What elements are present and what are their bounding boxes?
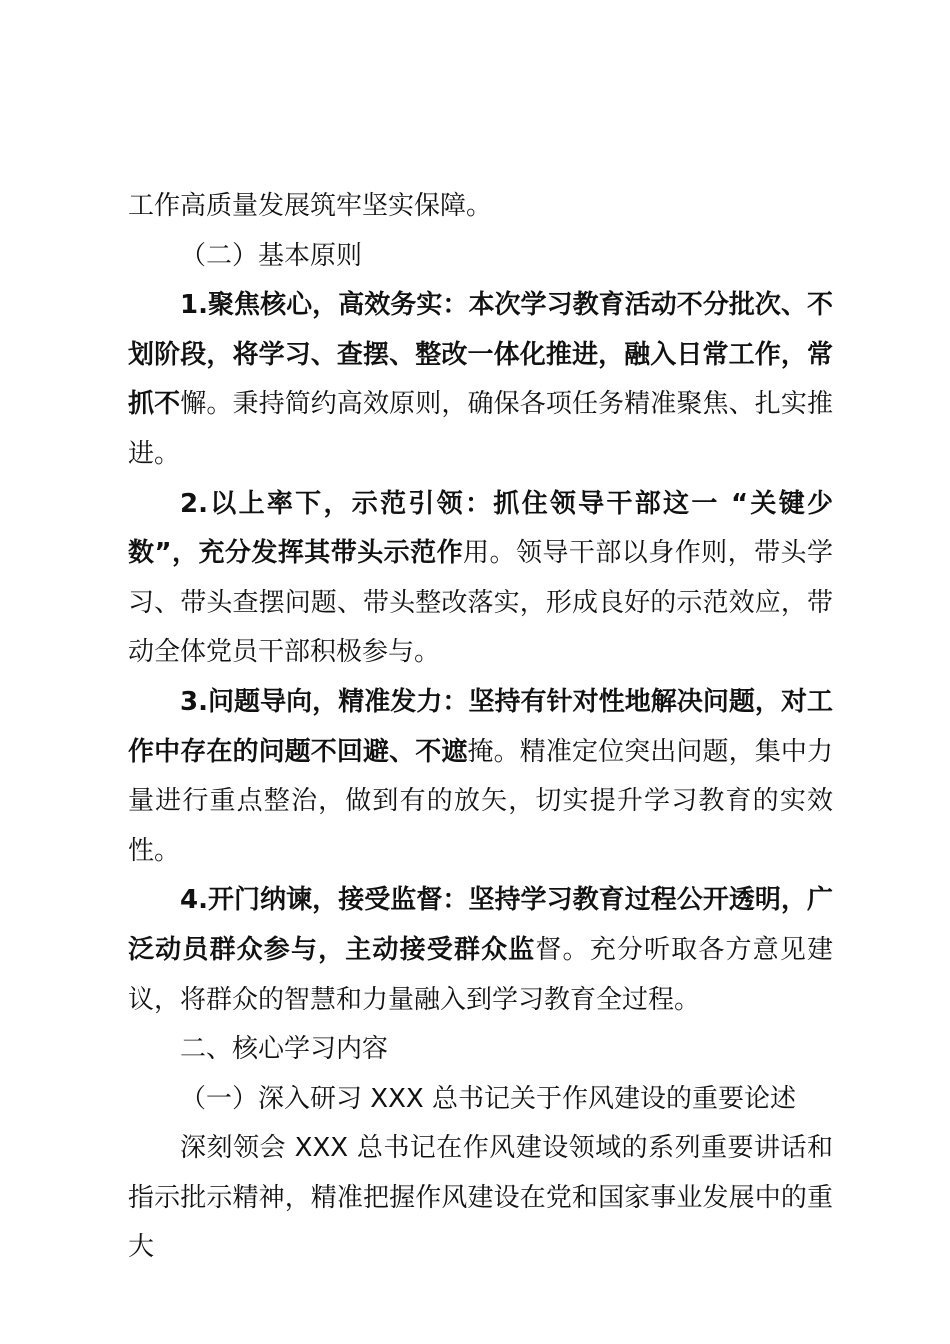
principle-3-text: 掩。精准定位突出问题，集中力量进行重点整治，做到有的放矢，切实提升学习教育的实效性。 bbox=[128, 736, 833, 866]
principle-1-bold-lead: 1.聚焦核心，高效务实：本次学习教育活动不分批次、不划阶段，将学习、查摆、整改一体化推进，融入日常工作，常抓不 bbox=[128, 290, 833, 420]
principle-3-paragraph bbox=[128, 678, 833, 876]
paragraph-continuation: 工作高质量发展筑牢坚实保障。 bbox=[128, 191, 493, 221]
principle-1-paragraph bbox=[128, 281, 833, 479]
principle-2-bold-lead: 2.以上率下，示范引领：抓住领导干部这一 “关键少数”，充分发挥其带头示范作 bbox=[128, 488, 833, 569]
document-body bbox=[128, 182, 833, 1273]
principle-2-paragraph bbox=[128, 480, 833, 678]
section-heading-basic-principles: （二）基本原则 bbox=[180, 240, 363, 271]
body-paragraph-study: 深刻领会 XXX 总书记在作风建设领域的系列重要讲话和指示批示精神，精准把握作风建设在党和国家事业发展中的重大 bbox=[128, 1133, 833, 1263]
subsection-heading-study: （一）深入研习 XXX 总书记关于作风建设的重要论述 bbox=[180, 1083, 796, 1114]
section-heading-core-content: 二、核心学习内容 bbox=[180, 1034, 389, 1065]
principle-4-text: 督。充分听取各方意见建议，将群众的智慧和力量融入到学习教育全过程。 bbox=[128, 934, 833, 1015]
principle-2-text: 用。领导干部以身作则，带头学习、带头查摆问题、带头整改落实，形成良好的示范效应，带动全体党员干部积极参与。 bbox=[128, 538, 833, 668]
principle-3-bold-lead: 3.问题导向，精准发力：坚持有针对性地解决问题，对工作中存在的问题不回避、不遮 bbox=[128, 686, 833, 767]
principle-4-bold-lead: 4.开门纳谏，接受监督：坚持学习教育过程公开透明，广泛动员群众参与，主动接受群众监 bbox=[128, 885, 833, 965]
principle-4-paragraph bbox=[128, 876, 833, 1025]
principle-1-text: 懈。秉持简约高效原则，确保各项任务精准聚焦、扎实推进。 bbox=[128, 389, 833, 469]
